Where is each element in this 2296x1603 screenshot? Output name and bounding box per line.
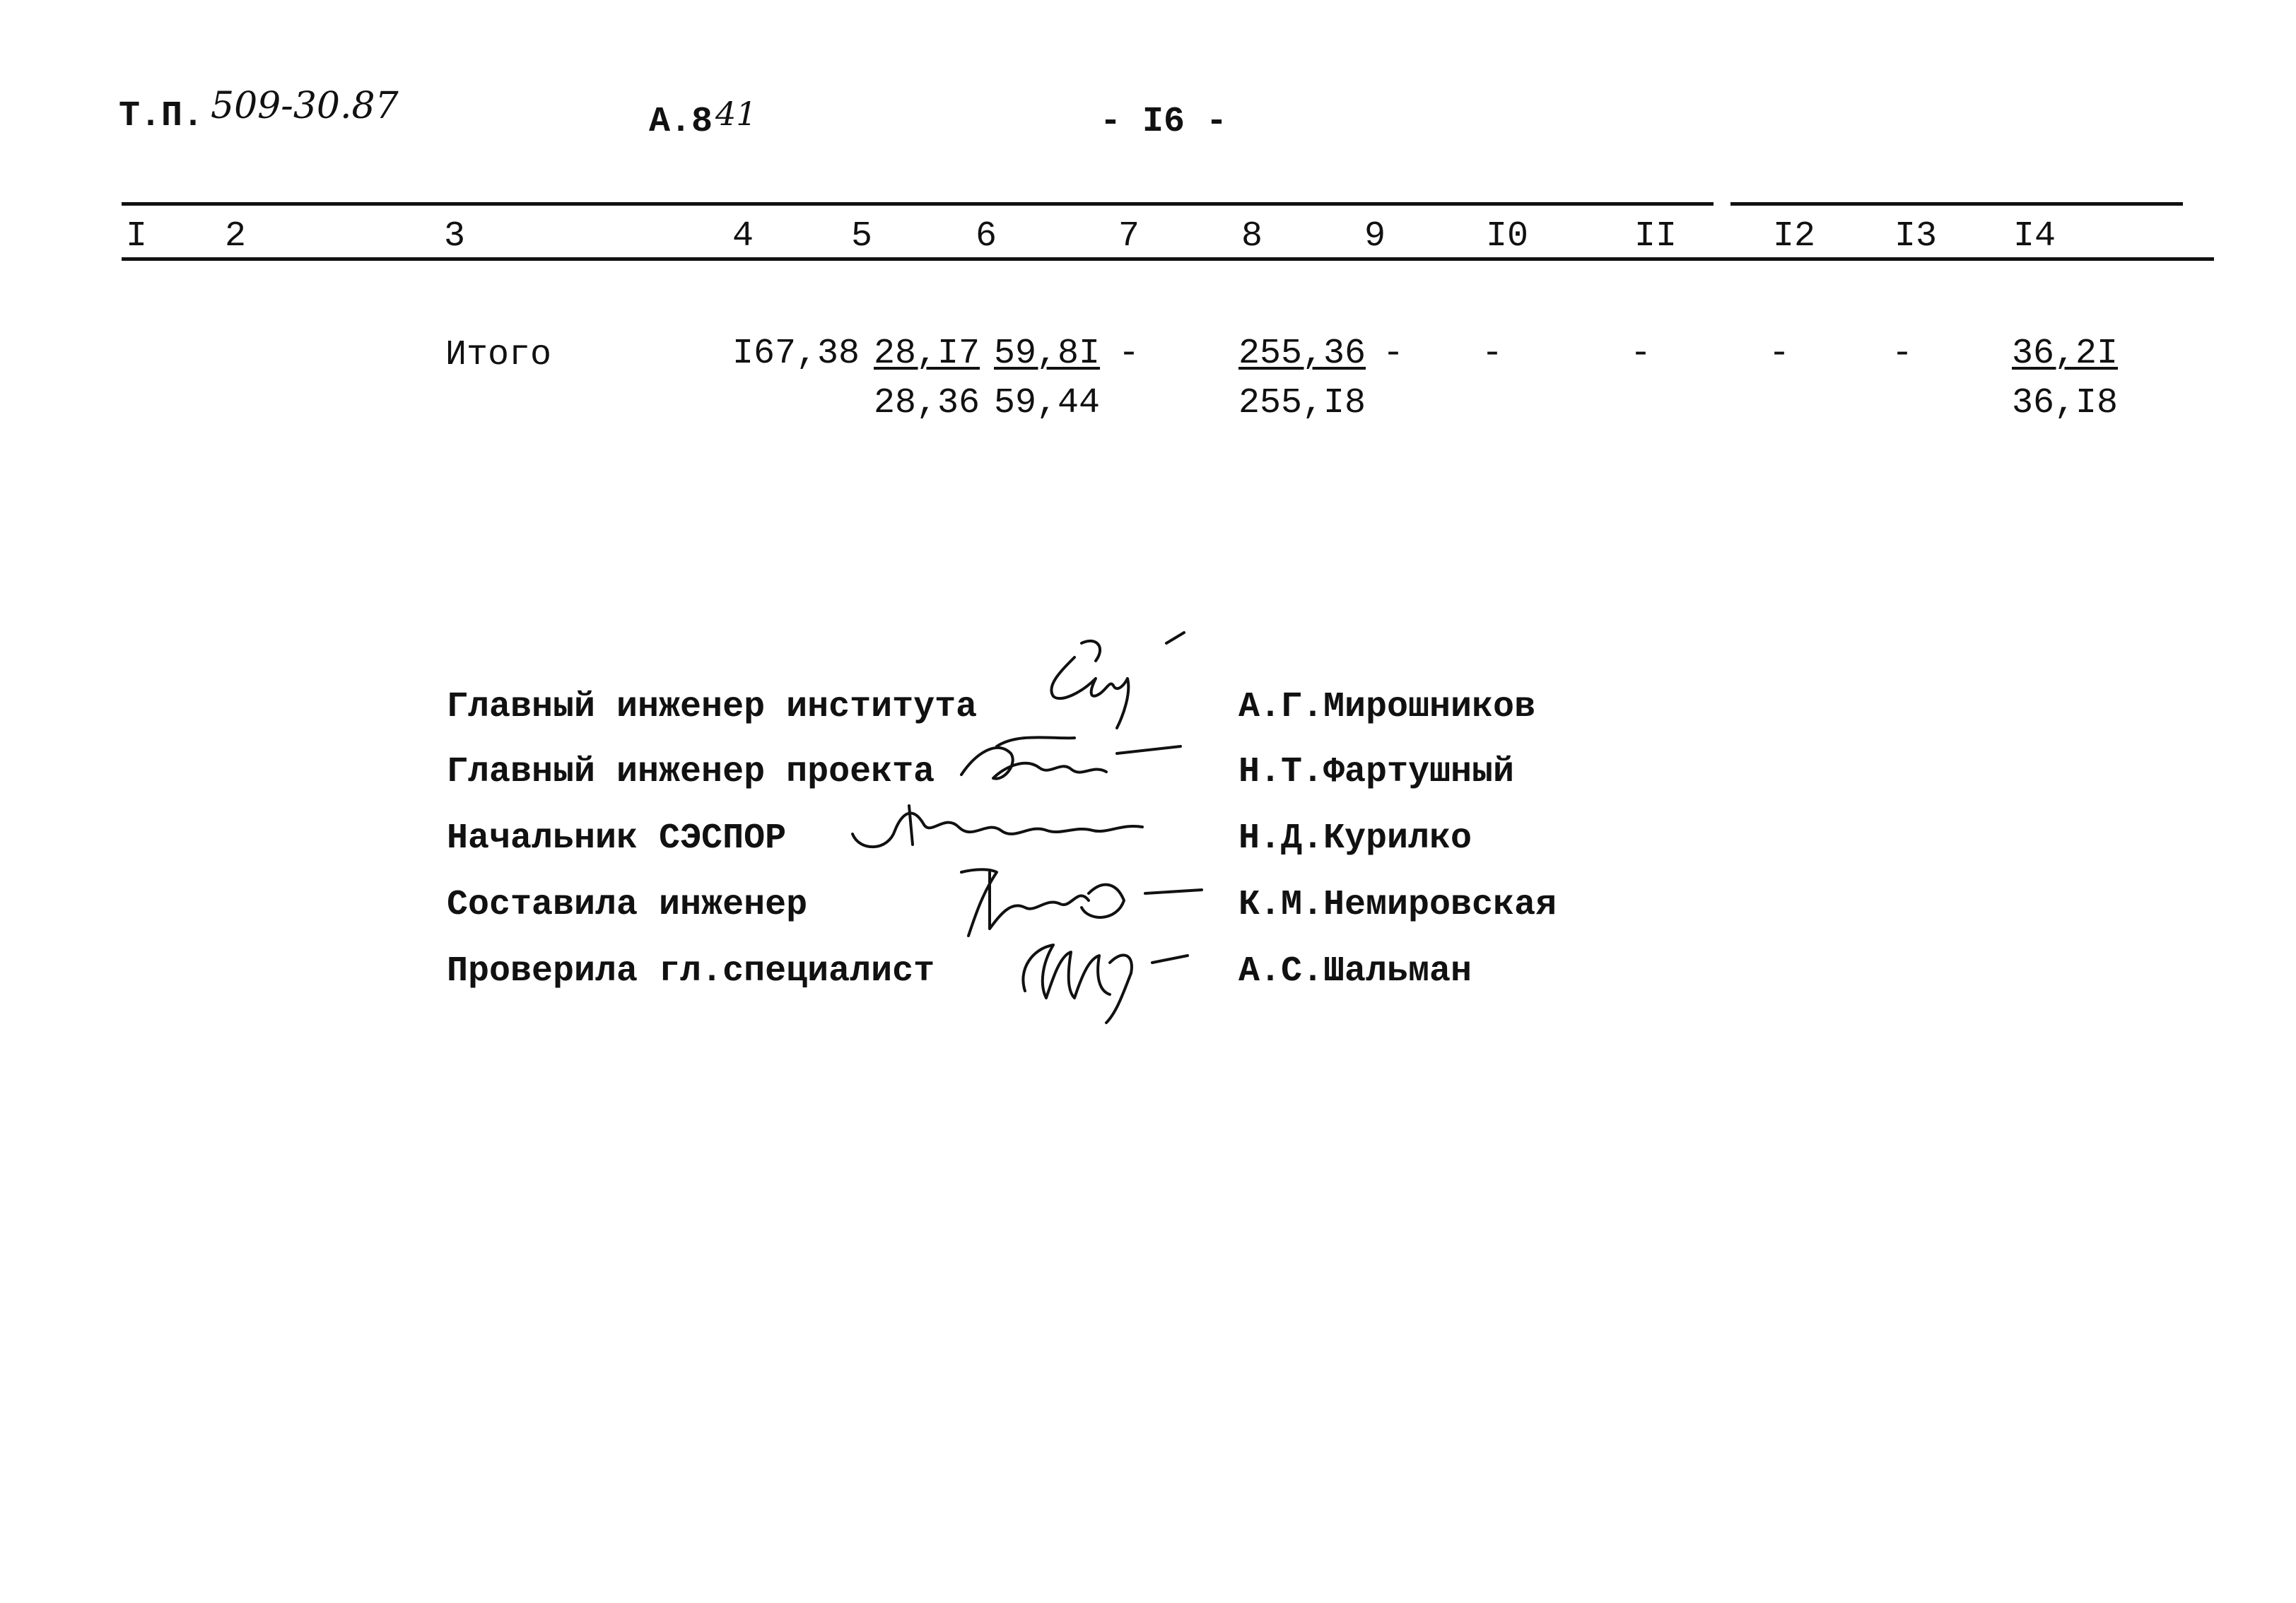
signature-role: Главный инженер проекта bbox=[447, 752, 935, 792]
signature-name: Н.Д.Курилко bbox=[1238, 818, 1472, 859]
total-col14-top: 36,2I bbox=[2012, 334, 2119, 374]
col-header-9: 9 bbox=[1364, 216, 1386, 257]
col-header-13: I3 bbox=[1894, 216, 1938, 257]
total-col7: - bbox=[1118, 334, 1140, 374]
col-header-3: 3 bbox=[444, 216, 466, 257]
total-col8-bottom: 255,I8 bbox=[1238, 383, 1366, 423]
total-col11: - bbox=[1630, 334, 1652, 374]
page-number: - I6 - bbox=[1100, 102, 1228, 142]
col-header-11: II bbox=[1634, 216, 1677, 257]
album-prefix: А.8 bbox=[649, 102, 713, 142]
project-number: 509-30.87 bbox=[211, 85, 399, 127]
top-rule-right bbox=[1730, 202, 2183, 206]
col-header-7: 7 bbox=[1118, 216, 1140, 257]
total-label: Итого bbox=[445, 335, 552, 375]
signature-role: Главный инженер института bbox=[447, 687, 978, 727]
handwritten-signature bbox=[845, 792, 1149, 862]
total-col9: - bbox=[1383, 334, 1405, 374]
total-col5-top: 28,I7 bbox=[874, 334, 980, 374]
col-header-14: I4 bbox=[2013, 216, 2056, 257]
total-col6-top: 59,8I bbox=[994, 334, 1101, 374]
total-col5-bottom: 28,36 bbox=[874, 383, 980, 423]
total-col13: - bbox=[1892, 334, 1914, 374]
handwritten-signature bbox=[1011, 920, 1216, 1026]
total-col6-bottom: 59,44 bbox=[994, 383, 1101, 423]
signature-name: А.С.Шальман bbox=[1238, 951, 1472, 992]
signature-role: Составила инженер bbox=[447, 885, 808, 925]
col-header-12: I2 bbox=[1773, 216, 1816, 257]
col-header-8: 8 bbox=[1241, 216, 1263, 257]
signature-name: А.Г.Мирошников bbox=[1238, 687, 1536, 727]
total-col14-bottom: 36,I8 bbox=[2012, 383, 2119, 423]
bottom-rule bbox=[122, 257, 2214, 261]
col-header-4: 4 bbox=[732, 216, 754, 257]
total-col4: I67,38 bbox=[732, 334, 860, 374]
album-number: 41 bbox=[715, 95, 757, 133]
total-col8-top: 255,36 bbox=[1238, 334, 1366, 374]
col-header-6: 6 bbox=[976, 216, 997, 257]
tp-prefix: Т.П. bbox=[119, 96, 204, 136]
handwritten-signature bbox=[1039, 629, 1223, 728]
signature-role: Проверила гл.специалист bbox=[447, 951, 935, 992]
col-header-5: 5 bbox=[851, 216, 873, 257]
col-header-10: I0 bbox=[1486, 216, 1529, 257]
total-col10: - bbox=[1482, 334, 1504, 374]
col-header-1: I bbox=[126, 216, 148, 257]
signature-name: К.М.Немировская bbox=[1238, 885, 1557, 925]
signature-role: Начальник СЭСПОР bbox=[447, 818, 787, 859]
top-rule-left bbox=[122, 202, 1714, 206]
col-header-2: 2 bbox=[225, 216, 247, 257]
signature-name: Н.Т.Фартушный bbox=[1238, 752, 1515, 792]
total-col12: - bbox=[1769, 334, 1791, 374]
